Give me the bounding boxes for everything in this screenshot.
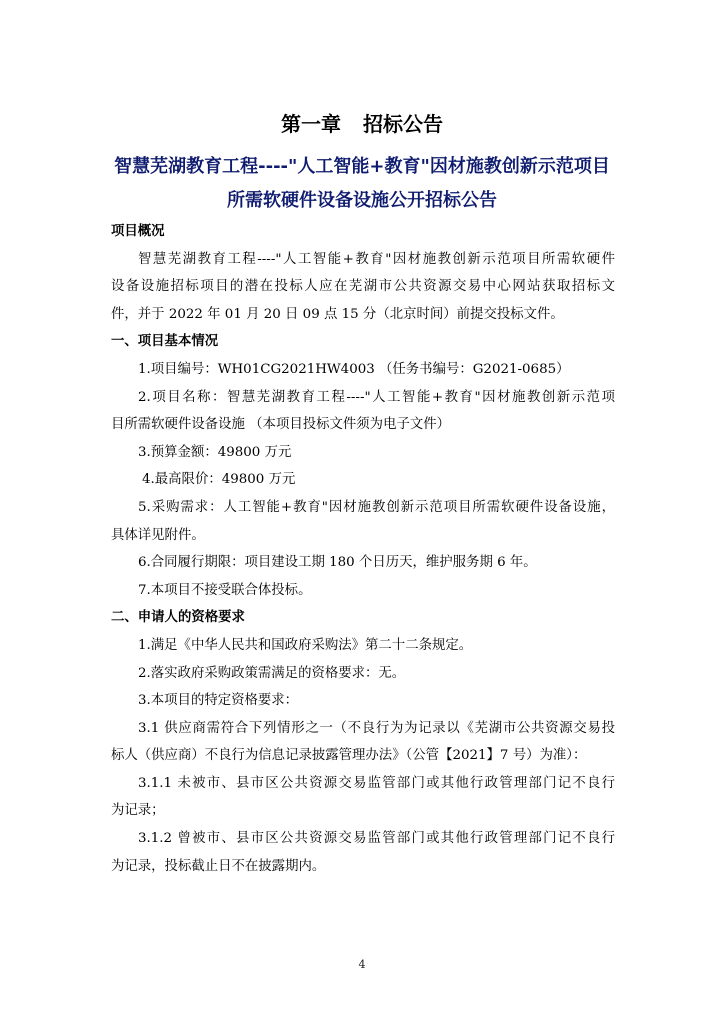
project-name-line-1: 2.项目名称：智慧芜湖教育工程----"人工智能+教育"因材施教创新示范项 [138,389,615,405]
notice-title-line2: 所需软硬件设备设施公开招标公告 [227,190,497,211]
qualification-3-1-line-1: 3.1 供应商需符合下列情形之一（不良行为为记录以《芜湖市公共资源交易投 [138,720,615,736]
qualification-3-1-2-line-2: 为记录，投标截止日不在披露期内。 [111,858,326,874]
overview-heading: 项目概况 [111,224,165,239]
no-consortium: 7.本项目不接受联合体投标。 [138,582,312,598]
max-price: 4.最高限价：49800 万元 [142,472,296,488]
document-body [111,218,615,880]
contract-period: 6.合同履行期限：项目建设工期 180 个日历天，维护服务期 6 年。 [138,555,537,571]
overview-line-1: 智慧芜湖教育工程----"人工智能+教育"因材施教创新示范项目所需软硬件 [138,251,615,267]
project-number: 1.项目编号：WH01CG2021HW4003 （任务书编号：G2021-0685） [138,361,570,377]
qualification-3: 3.本项目的特定资格要求： [138,693,299,709]
qualification-1: 1.满足《中华人民共和国政府采购法》第二十二条规定。 [138,637,473,653]
chapter-title: 招标公告 [363,112,443,136]
project-name-line-2: 目所需软硬件设备设施 （本项目投标文件须为电子文件） [111,417,451,433]
overview-line-2: 设备设施招标项目的潜在投标人应在芜湖市公共资源交易中心网站获取招标文 [111,279,615,295]
overview-line-3: 件，并于 2022 年 01 月 20 日 09 点 15 分（北京时间）前提交投标文件。 [111,306,564,322]
notice-title-line1: 智慧芜湖教育工程----"人工智能+教育"因材施教创新示范项目 [114,156,610,177]
qualification-2: 2.落实政府采购政策需满足的资格要求：无。 [138,665,406,681]
section1-heading: 一、项目基本情况 [111,334,219,350]
procurement-need-line-1: 5.采购需求：人工智能+教育"因材施教创新示范项目所需软硬件设备设施， [138,499,615,515]
qualification-3-1-1-line-2: 为记录； [111,803,165,819]
chapter-number: 第一章 [281,112,341,136]
qualification-3-1-2-line-1: 3.1.2 曾被市、县市区公共资源交易监管部门或其他行政管理部门记不良行 [138,831,615,847]
procurement-need-line-2: 具体详见附件。 [111,527,205,543]
chapter-heading [0,108,724,137]
qualification-3-1-line-2: 标人（供应商）不良行为信息记录披露管理办法》（公管【2021】7 号）为准）： [111,748,587,764]
page-number: 4 [358,958,366,971]
section2-heading: 二、申请人的资格要求 [111,610,245,626]
qualification-3-1-1-line-1: 3.1.1 未被市、县市区公共资源交易监管部门或其他行政管理部门记不良行 [138,775,615,791]
budget-amount: 3.预算金额：49800 万元 [138,444,292,460]
